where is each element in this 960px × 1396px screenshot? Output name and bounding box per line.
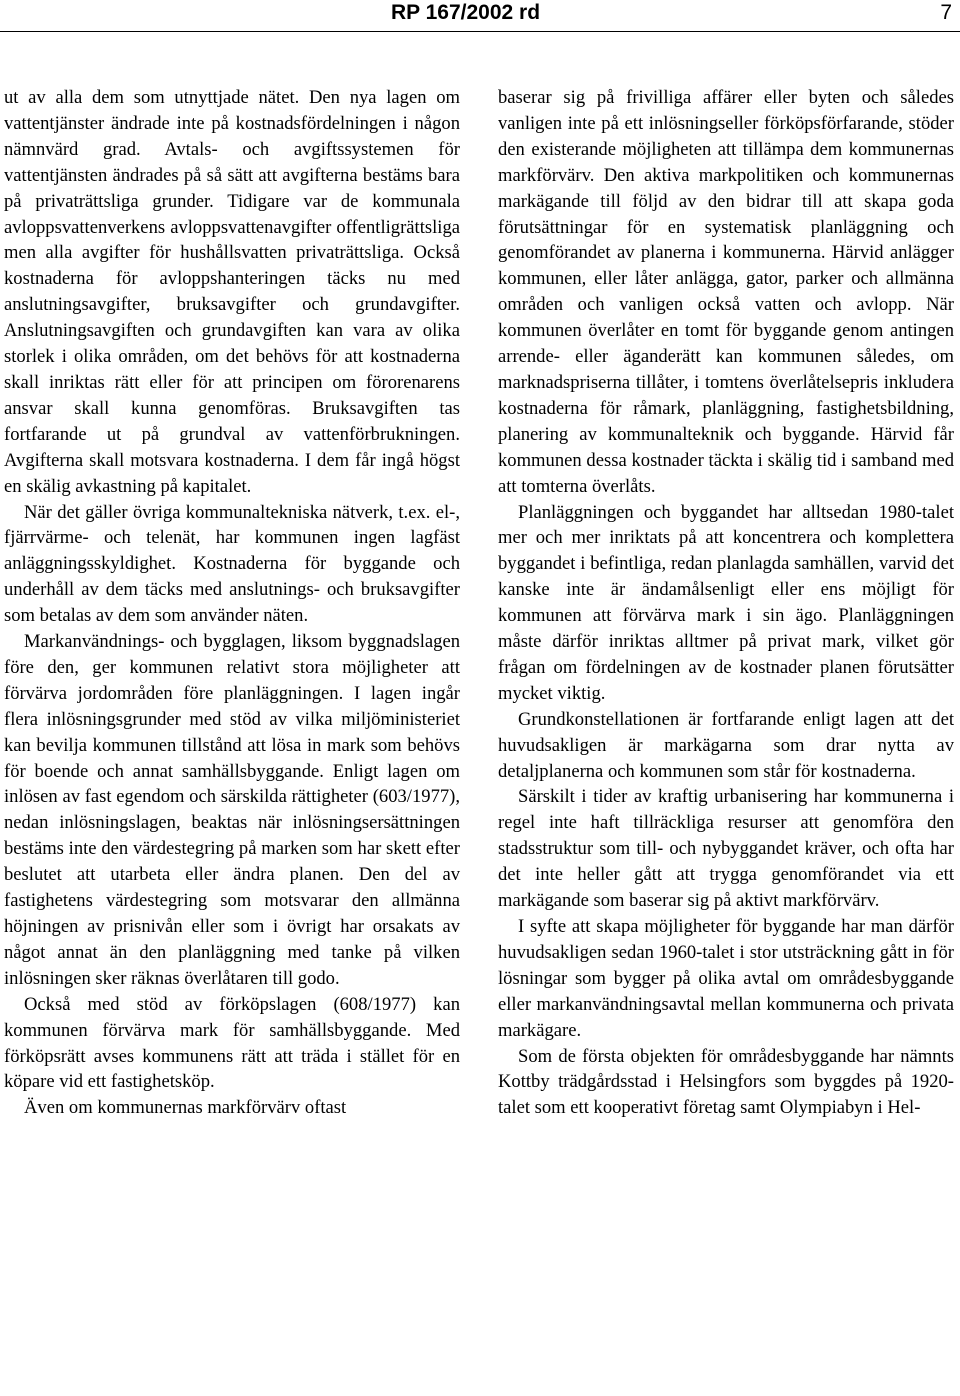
paragraph: När det gäller övriga kommunaltekniska nätverk, t.ex. el-, fjärrvärme- och telenät, har kommunen ingen lagfäst anläggningsskyldighet. Kostnaderna för byggande och underhåll av dem täcks med anslutnings- och bruksavgifter som betalas av dem som använder näten. <box>4 501 460 627</box>
page-number: 7 <box>940 1 952 24</box>
left-column <box>4 85 460 1121</box>
paragraph: ut av alla dem som utnyttjade nätet. Den nya lagen om vattentjänster ändrade inte på kostnadsfördelningen i någon nämnvärd grad. Avtals- och avgiftssystemen för vattentjänsten ändrades på så sätt att avgifterna bestäms bara på privaträttsliga grunder. Tidigare var de kommunala avloppsvattenverkens avloppsvattenavgifter offentligrättsliga men alla avgifter för hushållsvatten privaträttsliga. Också kostnaderna för avloppshanteringen täcks nu med anslutningsavgifter, bruksavgifter och grundavgifter. Anslutningsavgiften och grundavgiften kan vara av olika storlek i olika områden, om det behövs för att kostnaderna skall inriktas rätt eller för att principen om förorenarens ansvar skall kunna genomföras. Bruksavgiften tas fortfarande ut på grundval av vattenförbrukningen. Avgifterna skall motsvara kostnaderna. I dem får ingå högst en skälig avkastning på kapitalet. <box>4 87 460 497</box>
document-id: RP 167/2002 rd <box>391 1 541 24</box>
page-header <box>0 0 960 30</box>
right-column <box>498 85 954 1121</box>
paragraph: Grundkonstellationen är fortfarande enligt lagen att det huvudsakligen är markägarna som drar nytta av detaljplanerna och kommunen som står för kostnaderna. <box>498 708 954 782</box>
paragraph: Även om kommunernas markförvärv oftast <box>24 1097 347 1119</box>
paragraph: Också med stöd av förköpslagen (608/1977) kan kommunen förvärva mark för samhällsbyggande. Med förköpsrätt avses kommunens rätt att träda i stället för en köpare vid ett fastighetsköp. <box>4 993 460 1093</box>
paragraph: baserar sig på frivilliga affärer eller byten och således vanligen inte på ett inlösningseller förköpsförfarande, stöder den existerande möjligheten att tillämpa dem kommunernas markförvärv. Den aktiva markpolitiken och kommunernas markägande till följd av den bidrar till att skapa goda förutsättningar för en systematisk planläggning och genomförandet av planerna i kommunerna. Härvid anlägger kommunen, eller låter anlägga, gator, parker och allmänna områden och vanligen också vatten och avlopp. När kommunen överlåter en tomt för byggande genom antingen arrende- eller äganderätt kan kommunen således, om marknadspriserna tillåter, i tomtens överlåtelsepris inkludera kostnaderna för råmark, planläggning, fastighetsbildning, planering av kommunalteknik och byggande. Härvid får kommunen dessa kostnader täckta i skälig tid i samband med att tomterna överlåts. <box>498 87 954 497</box>
header-rule <box>0 31 960 32</box>
paragraph: Som de första objekten för områdesbyggande har nämnts Kottby trädgårdsstad i Helsingfors som byggdes på 1920-talet som ett kooperativt företag samt Olympiabyn i Hel- <box>498 1045 954 1119</box>
paragraph: I syfte att skapa möjligheter för byggande har man därför huvudsakligen sedan 1960-talet i stor utsträckning gått in för lösningar som bygger på olika avtal om områdesbyggande eller markanvändningsavtal mellan kommunerna och privata markägare. <box>498 916 954 1041</box>
paragraph: Planläggningen och byggandet har alltsedan 1980-talet mer och mer inriktats på att koncentrera och komplettera byggandet i befintliga, redan planlagda samhällen, varvid det kanske inte är ändamålsenligt eller ens möjligt för kommunen att förvärva mark i sin ägo. Planläggningen måste därför inriktas alltmer på privat mark, vilket gör frågan om fördelningen av de kostnader planen förutsätter mycket viktig. <box>498 501 954 704</box>
paragraph: Markanvändnings- och bygglagen, liksom byggnadslagen före den, ger kommunen relativt stora möjligheter att förvärva jordområden före planläggningen. I lagen ingår flera inlösningsgrunder med stöd av vilka miljöministeriet kan bevilja kommunen tillstånd att lösa in mark som behövs för boende och annat samhällsbyggande. Enligt lagen om inlösen av fast egendom och särskilda rättigheter (603/1977), nedan inlösningslagen, beaktas när inlösningsersättningen bestäms inte den värdestegring på marken som har skett efter beslutet att utarbeta eller ändra planen. Den del av fastighetens värdestegring som motsvarar den allmänna höjningen av prisnivån eller som i övrigt har orsakats av något annat än den planläggning med tanke på vilken inlösningen sker räknas överlåtaren till godo. <box>4 631 460 989</box>
paragraph: Särskilt i tider av kraftig urbanisering har kommunerna i regel inte haft tillräckliga resurser att genomföra den stadsstruktur som till- och nybyggandet kräver, och ofta har det inte heller gått att trygga genomförandet via ett markägande som baserar sig på aktivt markförvärv. <box>498 786 954 912</box>
